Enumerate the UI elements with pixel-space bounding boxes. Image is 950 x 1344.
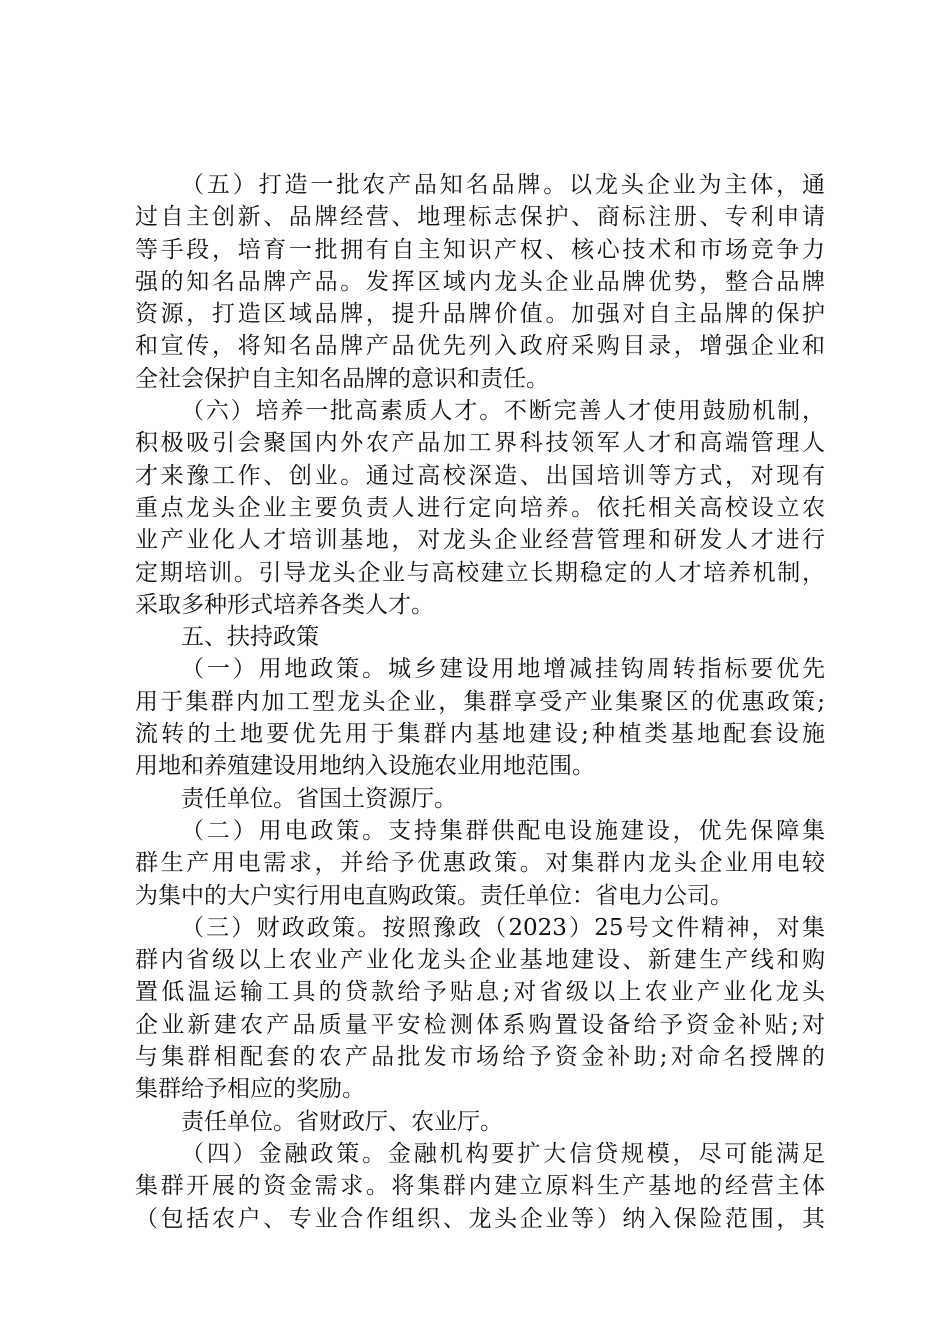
text-line: 五、扶持政策 xyxy=(181,624,319,651)
text-line: 流转的土地要优先用于集群内基地建设;种植类基地配套设施 xyxy=(135,721,825,748)
text-line: 强的知名品牌产品。发挥区域内龙头企业品牌优势，整合品牌 xyxy=(135,268,825,295)
text-line: 业产业化人才培训基地，对龙头企业经营管理和研发人才进行 xyxy=(135,527,825,554)
text-line: 全社会保护自主知名品牌的意识和责任。 xyxy=(135,365,549,392)
text-line: 集群给予相应的奖励。 xyxy=(135,1076,365,1103)
text-line: （五）打造一批农产品知名品牌。以龙头企业为主体，通 xyxy=(181,172,825,198)
text-line: 为集中的大户实行用电直购政策。责任单位：省电力公司。 xyxy=(135,882,733,909)
text-line: 用于集群内加工型龙头企业，集群享受产业集聚区的优惠政策; xyxy=(135,688,825,715)
text-line: 和宣传，将知名品牌产品优先列入政府采购目录，增强企业和 xyxy=(135,333,825,360)
text-line: 等手段，培育一批拥有自主知识产权、核心技术和市场竞争力 xyxy=(135,236,825,263)
text-line: 过自主创新、品牌经营、地理标志保护、商标注册、专利申请 xyxy=(135,204,825,231)
text-line: 采取多种形式培养各类人才。 xyxy=(135,591,434,618)
text-line: 才来豫工作、创业。通过高校深造、出国培训等方式，对现有 xyxy=(135,462,825,489)
text-line: 责任单位。省国土资源厅。 xyxy=(181,785,457,812)
text-line: （四）金融政策。金融机构要扩大信贷规模，尽可能满足 xyxy=(181,1140,825,1167)
text-line: 资源，打造区域品牌，提升品牌价值。加强对自主品牌的保护 xyxy=(135,301,825,328)
text-line: （二）用电政策。支持集群供配电设施建设，优先保障集 xyxy=(181,817,825,844)
text-line: 重点龙头企业主要负责人进行定向培养。依托相关高校设立农 xyxy=(135,494,825,521)
text-line: （一）用地政策。城乡建设用地增减挂钩周转指标要优先 xyxy=(181,656,825,683)
text-line: 定期培训。引导龙头企业与高校建立长期稳定的人才培养机制， xyxy=(135,559,825,586)
text-line: （包括农户、专业合作组织、龙头企业等）纳入保险范围，其 xyxy=(135,1205,825,1232)
text-line: 积极吸引会聚国内外农产品加工界科技领军人才和高端管理人 xyxy=(135,430,825,457)
text-line: 责任单位。省财政厅、农业厅。 xyxy=(181,1108,503,1135)
text-line: 集群开展的资金需求。将集群内建立原料生产基地的经营主体 xyxy=(135,1173,825,1200)
text-line: （六）培养一批高素质人才。不断完善人才使用鼓励机制， xyxy=(181,398,825,425)
text-line: 用地和养殖建设用地纳入设施农业用地范围。 xyxy=(135,753,595,780)
text-line: 群生产用电需求，并给予优惠政策。对集群内龙头企业用电较 xyxy=(135,850,825,877)
text-line: 与集群相配套的农产品批发市场给予资金补助;对命名授牌的 xyxy=(135,1044,825,1071)
text-line: 置低温运输工具的贷款给予贴息;对省级以上农业产业化龙头 xyxy=(135,979,825,1006)
document-page xyxy=(135,169,825,1235)
text-line: 群内省级以上农业产业化龙头企业基地建设、新建生产线和购 xyxy=(135,947,825,974)
text-line: （三）财政政策。按照豫政（2023）25号文件精神，对集 xyxy=(181,914,825,941)
text-line: 企业新建农产品质量平安检测体系购置设备给予资金补贴;对 xyxy=(135,1011,825,1038)
